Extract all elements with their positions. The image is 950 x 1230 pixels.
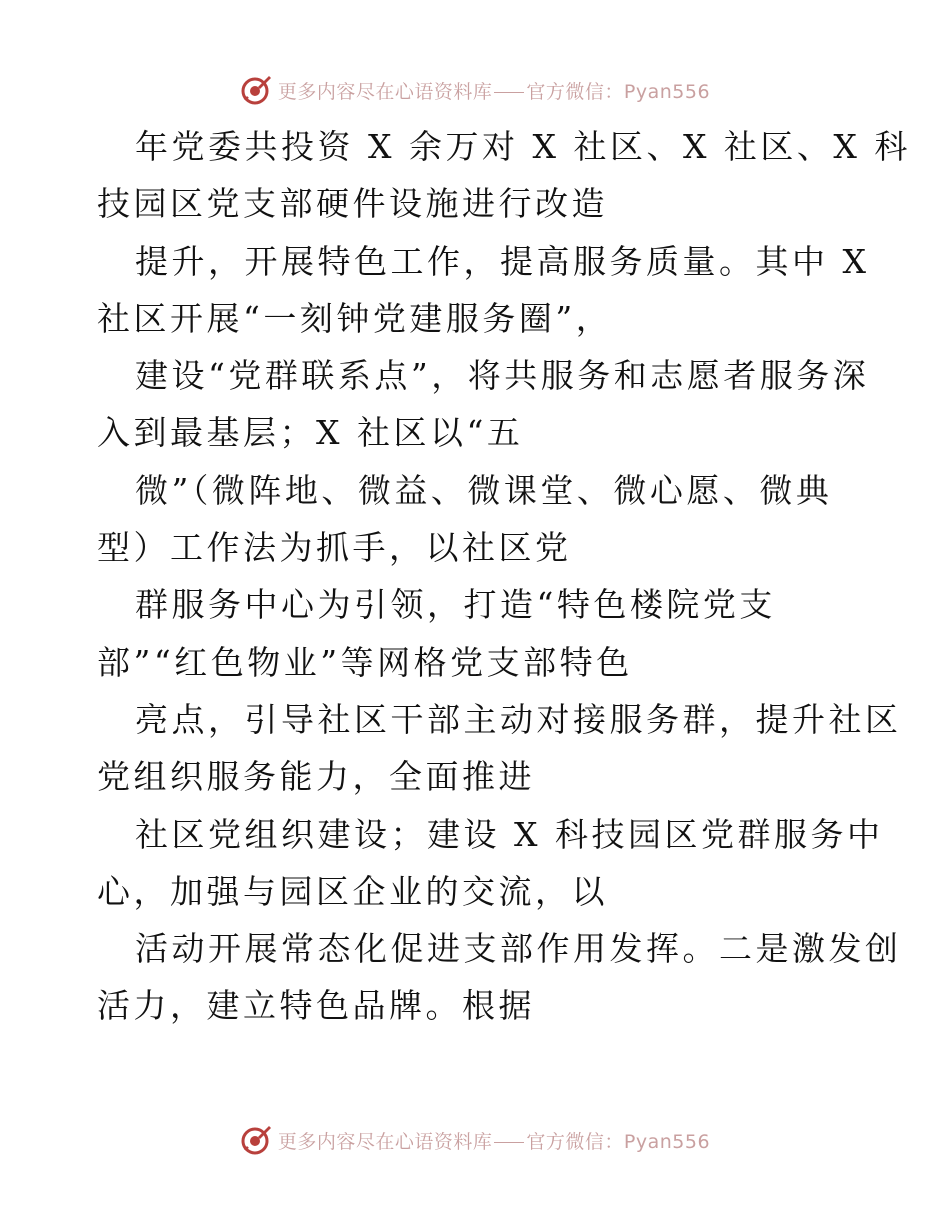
watermark-text-left: 更多内容尽在心语资料库	[277, 1130, 493, 1153]
body-line: 型）工作法为抓手，以社区党	[97, 528, 572, 568]
document-body	[97, 118, 911, 1035]
body-line: 部”“红色物业”等网格党支部特色	[97, 642, 633, 682]
watermark-text-right: 官方微信：Pyan556	[526, 80, 711, 103]
header-watermark	[0, 70, 950, 110]
watermark-text	[278, 1127, 710, 1154]
body-line: 活动开展常态化促进支部作用发挥。二是激发创	[135, 929, 902, 969]
pen-logo-icon	[240, 1124, 272, 1156]
body-line: 微”（微阵地、微益、微课堂、微心愿、微典	[135, 470, 833, 510]
body-line: 建设“党群联系点”，将共服务和志愿者服务深	[135, 356, 870, 396]
watermark-text-right: 官方微信：Pyan556	[526, 1130, 711, 1153]
watermark-dash	[494, 92, 524, 93]
body-line: 技园区党支部硬件设施进行改造	[97, 184, 608, 224]
body-line: 社区党组织建设；建设 X 科技园区党群服务中	[135, 814, 884, 854]
watermark-text	[278, 77, 710, 104]
watermark-text-left: 更多内容尽在心语资料库	[277, 80, 493, 103]
body-line: 亮点，引导社区干部主动对接服务群，提升社区	[135, 699, 902, 739]
body-line: 年党委共投资 X 余万对 X 社区、X 社区、X 科	[135, 127, 911, 166]
body-line: 提升，开展特色工作，提高服务质量。其中 X	[135, 241, 870, 281]
body-line: 入到最基层；X 社区以“五	[97, 413, 524, 453]
body-line: 社区开展“一刻钟党建服务圈”，	[97, 298, 613, 338]
body-line: 党组织服务能力，全面推进	[97, 757, 535, 797]
body-line: 活力，建立特色品牌。根据	[97, 986, 535, 1026]
pen-logo-icon	[240, 74, 272, 106]
body-line: 心，加强与园区企业的交流，以	[97, 871, 608, 911]
watermark-dash	[494, 1142, 524, 1143]
footer-watermark	[0, 1120, 950, 1160]
body-line: 群服务中心为引领，打造“特色楼院党支	[135, 585, 776, 625]
